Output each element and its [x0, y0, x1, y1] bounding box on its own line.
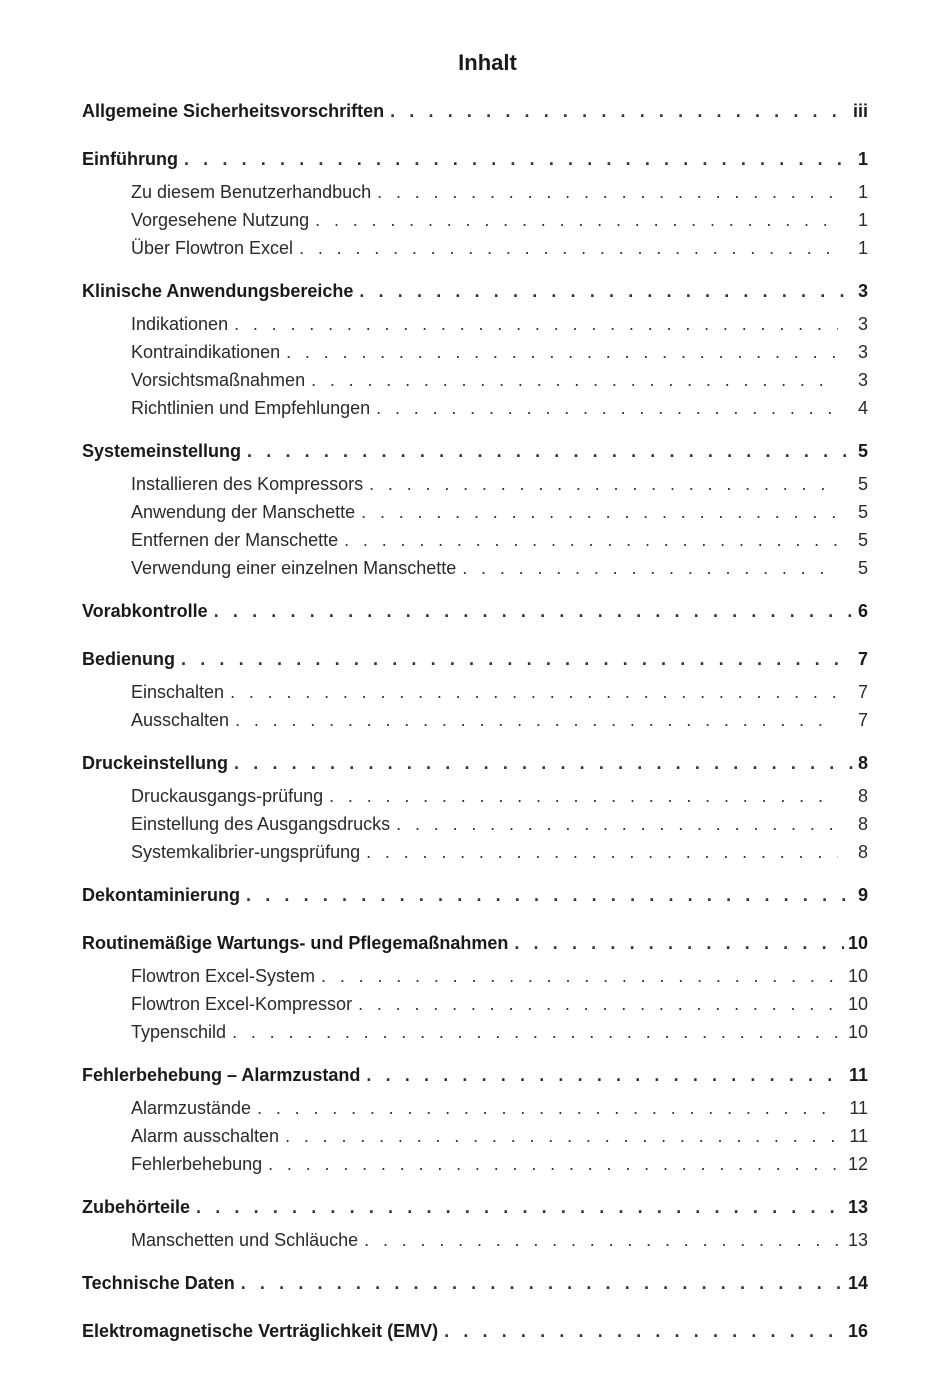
subsection-page-number: 11: [849, 1126, 868, 1146]
dot-leader: [315, 206, 838, 234]
dot-leader: [285, 1122, 838, 1150]
dot-leader: [235, 706, 838, 734]
dot-leader: [329, 782, 838, 810]
chapter-title: Druckeinstellung: [82, 753, 229, 773]
chapter-title: Einführung: [82, 149, 178, 169]
toc-subsection-entry[interactable]: [82, 206, 868, 234]
toc-section: [82, 1188, 868, 1254]
toc-chapter-entry[interactable]: [82, 744, 868, 782]
chapter-page-number: 8: [857, 753, 868, 773]
dot-leader: [444, 1312, 844, 1350]
dot-leader: [321, 962, 838, 990]
subsection-title: Manschetten und Schläuche: [131, 1230, 359, 1250]
chapter-page-number: 11: [848, 1065, 868, 1085]
subsection-page-number: 8: [857, 814, 868, 834]
subsection-title: Druckausgangs-prüfung: [131, 786, 324, 806]
chapter-title: Bedienung: [82, 649, 175, 669]
subsection-page-number: 5: [857, 530, 868, 550]
toc-chapter-entry[interactable]: [82, 640, 868, 678]
subsection-title: Indikationen: [131, 314, 229, 334]
toc-subsection-entry[interactable]: [82, 782, 868, 810]
toc-subsection-entry[interactable]: [82, 526, 868, 554]
subsection-title: Installieren des Kompressors: [131, 474, 364, 494]
chapter-title: Routinemäßige Wartungs- und Pflegemaßnahmen: [82, 933, 509, 953]
dot-leader: [311, 366, 838, 394]
toc-chapter-entry[interactable]: [82, 1056, 868, 1094]
subsection-title: Flowtron Excel-Kompressor: [131, 994, 353, 1014]
chapter-page-number: 9: [857, 885, 868, 905]
toc-chapter-entry[interactable]: [82, 924, 868, 962]
dot-leader: [390, 92, 849, 130]
dot-leader: [366, 1056, 845, 1094]
chapter-title: Fehlerbehebung – Alarmzustand: [82, 1065, 361, 1085]
toc-section: [82, 1056, 868, 1178]
toc-subsection-entry[interactable]: [82, 1150, 868, 1178]
chapter-page-number: 7: [857, 649, 868, 669]
toc-subsection-entry[interactable]: [82, 1018, 868, 1046]
subsection-page-number: 7: [857, 682, 868, 702]
subsection-page-number: 5: [857, 558, 868, 578]
subsection-title: Über Flowtron Excel: [131, 238, 294, 258]
subsection-page-number: 5: [857, 474, 868, 494]
toc-subsection-entry[interactable]: [82, 990, 868, 1018]
toc-subsection-entry[interactable]: [82, 1094, 868, 1122]
chapter-page-number: 16: [847, 1321, 868, 1341]
dot-leader: [181, 640, 854, 678]
subsection-page-number: 3: [857, 370, 868, 390]
chapter-page-number: 3: [857, 281, 868, 301]
toc-subsection-entry[interactable]: [82, 554, 868, 582]
subsection-page-number: 10: [847, 1022, 868, 1042]
chapter-page-number: 13: [847, 1197, 868, 1217]
toc-subsection-entry[interactable]: [82, 810, 868, 838]
chapter-title: Elektromagnetische Verträglichkeit (EMV): [82, 1321, 439, 1341]
dot-leader: [396, 810, 838, 838]
toc-section: [82, 592, 868, 630]
dot-leader: [377, 178, 838, 206]
subsection-title: Vorgesehene Nutzung: [131, 210, 310, 230]
toc-subsection-entry[interactable]: [82, 470, 868, 498]
dot-leader: [358, 990, 838, 1018]
subsection-page-number: 1: [857, 182, 868, 202]
dot-leader: [234, 744, 854, 782]
dot-leader: [268, 1150, 838, 1178]
toc-section: [82, 140, 868, 262]
subsection-page-number: 11: [849, 1098, 868, 1118]
subsection-page-number: 12: [847, 1154, 868, 1174]
dot-leader: [369, 470, 838, 498]
toc-chapter-entry[interactable]: [82, 432, 868, 470]
chapter-page-number: iii: [852, 101, 868, 121]
toc-section: [82, 876, 868, 914]
toc-subsection-entry[interactable]: [82, 498, 868, 526]
subsection-page-number: 4: [857, 398, 868, 418]
toc-section: [82, 432, 868, 582]
subsection-title: Richtlinien und Empfehlungen: [131, 398, 371, 418]
dot-leader: [184, 140, 854, 178]
toc-chapter-entry[interactable]: [82, 140, 868, 178]
toc-subsection-entry[interactable]: [82, 394, 868, 422]
subsection-title: Verwendung einer einzelnen Manschette: [131, 558, 457, 578]
toc-chapter-entry[interactable]: [82, 876, 868, 914]
subsection-title: Kontraindikationen: [131, 342, 281, 362]
subsection-title: Alarm ausschalten: [131, 1126, 280, 1146]
dot-leader: [344, 526, 838, 554]
table-of-contents: [82, 92, 868, 1360]
chapter-title: Klinische Anwendungsbereiche: [82, 281, 354, 301]
chapter-title: Zubehörteile: [82, 1197, 191, 1217]
dot-leader: [247, 432, 854, 470]
subsection-page-number: 10: [847, 966, 868, 986]
toc-chapter-entry[interactable]: [82, 592, 868, 630]
dot-leader: [299, 234, 838, 262]
toc-section: [82, 1312, 868, 1350]
toc-subsection-entry[interactable]: [82, 962, 868, 990]
toc-section: [82, 92, 868, 130]
subsection-page-number: 8: [857, 786, 868, 806]
dot-leader: [246, 876, 854, 914]
toc-chapter-entry[interactable]: [82, 1188, 868, 1226]
subsection-title: Entfernen der Manschette: [131, 530, 339, 550]
dot-leader: [514, 924, 844, 962]
dot-leader: [361, 498, 838, 526]
subsection-title: Systemkalibrier-ungsprüfung: [131, 842, 361, 862]
dot-leader: [196, 1188, 844, 1226]
subsection-title: Zu diesem Benutzerhandbuch: [131, 182, 372, 202]
toc-subsection-entry[interactable]: [82, 706, 868, 734]
toc-subsection-entry[interactable]: [82, 1226, 868, 1254]
chapter-title: Technische Daten: [82, 1273, 235, 1293]
toc-subsection-entry[interactable]: [82, 366, 868, 394]
toc-chapter-entry[interactable]: [82, 92, 868, 130]
chapter-title: Allgemeine Sicherheitsvorschriften: [82, 101, 385, 121]
subsection-title: Alarmzustände: [131, 1098, 252, 1118]
toc-section: [82, 640, 868, 734]
page-title: Inhalt: [458, 50, 517, 75]
toc-subsection-entry[interactable]: [82, 338, 868, 366]
subsection-page-number: 10: [847, 994, 868, 1014]
dot-leader: [214, 592, 854, 630]
subsection-title: Einschalten: [131, 682, 225, 702]
chapter-page-number: 1: [857, 149, 868, 169]
dot-leader: [462, 554, 838, 582]
subsection-title: Typenschild: [131, 1022, 227, 1042]
toc-chapter-entry[interactable]: [82, 1312, 868, 1350]
subsection-title: Einstellung des Ausgangsdrucks: [131, 814, 391, 834]
toc-subsection-entry[interactable]: [82, 838, 868, 866]
dot-leader: [364, 1226, 838, 1254]
chapter-page-number: 10: [847, 933, 868, 953]
subsection-title: Ausschalten: [131, 710, 230, 730]
toc-chapter-entry[interactable]: [82, 1264, 868, 1302]
subsection-page-number: 3: [857, 342, 868, 362]
subsection-title: Anwendung der Manschette: [131, 502, 356, 522]
toc-section: [82, 744, 868, 866]
subsection-title: Vorsichtsmaßnahmen: [131, 370, 306, 390]
subsection-page-number: 1: [857, 238, 868, 258]
chapter-title: Dekontaminierung: [82, 885, 241, 905]
dot-leader: [241, 1264, 844, 1302]
toc-subsection-entry[interactable]: [82, 178, 868, 206]
subsection-page-number: 7: [857, 710, 868, 730]
dot-leader: [232, 1018, 838, 1046]
subsection-page-number: 1: [857, 210, 868, 230]
toc-section: [82, 272, 868, 422]
subsection-page-number: 3: [857, 314, 868, 334]
toc-subsection-entry[interactable]: [82, 234, 868, 262]
subsection-page-number: 5: [857, 502, 868, 522]
subsection-page-number: 13: [847, 1230, 868, 1250]
chapter-page-number: 14: [847, 1273, 868, 1293]
chapter-title: Systemeinstellung: [82, 441, 242, 461]
chapter-title: Vorabkontrolle: [82, 601, 208, 621]
dot-leader: [257, 1094, 838, 1122]
subsection-page-number: 8: [857, 842, 868, 862]
subsection-title: Flowtron Excel-System: [131, 966, 316, 986]
dot-leader: [376, 394, 838, 422]
dot-leader: [286, 338, 838, 366]
toc-section: [82, 924, 868, 1046]
toc-subsection-entry[interactable]: [82, 1122, 868, 1150]
dot-leader: [234, 310, 838, 338]
toc-subsection-entry[interactable]: [82, 310, 868, 338]
toc-section: [82, 1264, 868, 1302]
subsection-title: Fehlerbehebung: [131, 1154, 263, 1174]
dot-leader: [366, 838, 838, 866]
chapter-page-number: 5: [857, 441, 868, 461]
toc-chapter-entry[interactable]: [82, 272, 868, 310]
dot-leader: [359, 272, 854, 310]
toc-subsection-entry[interactable]: [82, 678, 868, 706]
chapter-page-number: 6: [857, 601, 868, 621]
dot-leader: [230, 678, 838, 706]
